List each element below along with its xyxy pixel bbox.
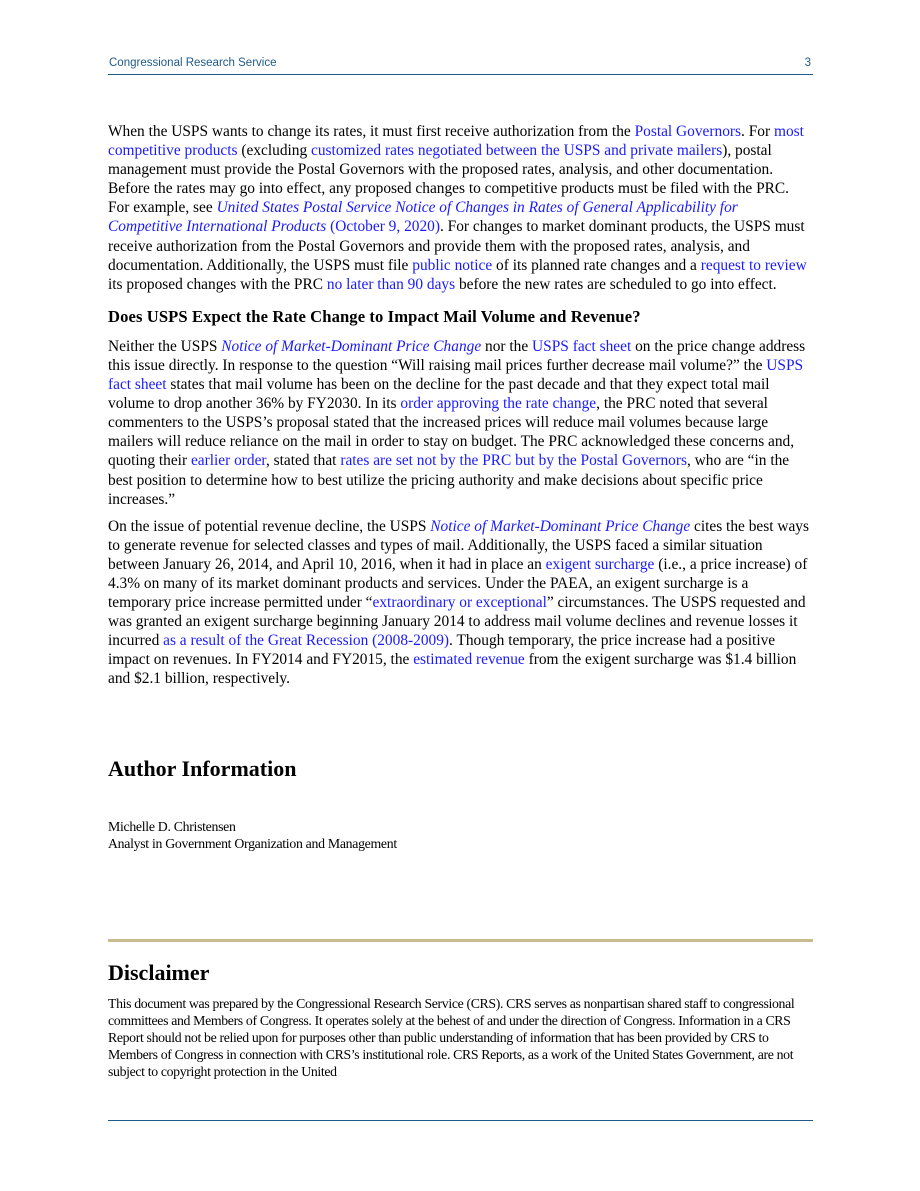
text: . Though temporary, the price increase had a positive impact on revenues. In FY2014 and FY2015, the <box>108 632 776 669</box>
link-rates-set-by-governors[interactable]: rates are set not by the PRC but by the Postal Governors <box>340 452 687 470</box>
text: . For <box>741 123 774 140</box>
main-content <box>108 122 813 689</box>
text: ), postal management must provide the Postal Governors with the proposed rates, analysis, and other documentation. Before the rates may go into effect, any proposed changes to competitive products must be filed with the PRC. For example, see <box>108 142 790 217</box>
header-org: Congressional Research Service <box>109 57 277 69</box>
text: states that mail volume has been on the decline for the past decade and that they expect total mail volume to drop another 36% by FY2030. In its <box>108 376 770 413</box>
link-most-competitive-products[interactable]: most competitive products <box>108 123 804 160</box>
link-notice-of-changes[interactable]: United States Postal Service Notice of Changes in Rates of General Applicability for Competitive International Products <box>108 199 738 236</box>
link-postal-governors[interactable]: Postal Governors <box>634 123 742 140</box>
link-earlier-order[interactable]: earlier order <box>190 452 266 470</box>
link-order-approving-rate-change[interactable]: order approving the rate change <box>400 395 597 413</box>
text: (excluding <box>237 142 312 160</box>
author-heading: Author Information <box>108 756 297 781</box>
link-extraordinary-or-exceptional[interactable]: extraordinary or exceptional <box>372 594 547 612</box>
text: cites the best ways to generate revenue for selected classes and types of mail. Additionally, the USPS faced a similar situation between January 26, 2014, and April 10, 2016, when it had in place an <box>108 517 809 573</box>
paragraph-rate-authorization <box>108 122 813 294</box>
text: of its planned rate changes and a <box>492 256 701 274</box>
text: When the USPS wants to change its rates, it must first receive authorization from the <box>108 123 635 140</box>
link-no-later-than-90-days[interactable]: no later than 90 days <box>326 275 456 293</box>
text: (i.e., a price increase) of 4.3% on many of its market dominant products and services. Under the PAEA, an exigent surcharge is a temporary price increase permitted under “ <box>108 555 808 612</box>
link-great-recession[interactable]: as a result of the Great Recession (2008-2009) <box>163 632 450 650</box>
link-october-9-2020[interactable]: (October 9, 2020) <box>326 218 440 236</box>
author-name: Michelle D. Christensen <box>108 819 236 834</box>
link-usps-fact-sheet-2[interactable]: USPS fact sheet <box>108 356 804 394</box>
text: its proposed changes with the PRC <box>108 275 327 293</box>
author-information <box>108 756 813 852</box>
disclaimer-text: This document was prepared by the Congressional Research Service (CRS). CRS serves as nonpartisan shared staff to congressional committees and Members of Congress. It operates solely at the behest of and under the direction of Congress. Information in a CRS Report should not be relied upon for purposes other than public understanding of information that has been provided by CRS to Members of Congress in connection with CRS’s institutional role. CRS Reports, as a work of the United States Government, are not subject to copyright protection in the United <box>108 996 795 1079</box>
link-exigent-surcharge[interactable]: exigent surcharge <box>545 555 655 573</box>
author-title: Analyst in Government Organization and Management <box>108 836 397 851</box>
disclaimer-section <box>108 960 813 1080</box>
text: on the price change address this issue directly. In response to the question “Will raising mail prices further decrease mail volume?” the <box>108 337 806 374</box>
link-estimated-revenue[interactable]: estimated revenue <box>413 651 525 669</box>
link-usps-fact-sheet[interactable]: USPS fact sheet <box>532 337 632 355</box>
page-header <box>108 56 813 75</box>
text: , who are “in the best position to determine how to best utilize the pricing authority and make decisions about specific price increases.” <box>108 452 790 508</box>
link-customized-rates[interactable]: customized rates negotiated between the USPS and private mailers <box>311 142 723 160</box>
page-number: 3 <box>804 57 811 69</box>
link-notice-market-dominant-2[interactable]: Notice of Market-Dominant Price Change <box>430 517 691 535</box>
paragraph-revenue <box>108 517 813 689</box>
link-notice-market-dominant[interactable]: Notice of Market-Dominant Price Change <box>221 337 482 355</box>
disclaimer-heading: Disclaimer <box>108 960 210 985</box>
text: from the exigent surcharge was $1.4 billion and $2.1 billion, respectively. <box>108 651 797 688</box>
text: before the new rates are scheduled to go into effect. <box>455 275 777 293</box>
footer-rule <box>108 1120 813 1121</box>
link-request-to-review[interactable]: request to review <box>700 256 807 274</box>
text: On the issue of potential revenue decline, the USPS <box>108 517 431 535</box>
text: , stated that <box>265 452 341 470</box>
text: Neither the USPS <box>108 337 222 355</box>
section-heading-mail-volume: Does USPS Expect the Rate Change to Impact Mail Volume and Revenue? <box>108 306 641 326</box>
text: . For changes to market dominant products, the USPS must receive authorization from the Postal Governors and provide them with the proposed rates, analysis, and documentation. Additionally, the USPS must file <box>108 218 805 274</box>
section-divider <box>108 939 813 942</box>
text: nor the <box>481 337 533 355</box>
text: ” circumstances. The USPS requested and was granted an exigent surcharge beginning January 2014 to address mail volume declines and revenue losses it incurred <box>108 594 806 650</box>
paragraph-mail-volume <box>108 337 813 509</box>
link-public-notice[interactable]: public notice <box>412 256 493 274</box>
text: , the PRC noted that several commenters to the USPS’s proposal stated that the increased prices will reduce mail volumes because large mailers will reduce reliance on the mail in order to stay on budget. The PRC acknowledged these concerns and, quoting their <box>108 395 795 470</box>
